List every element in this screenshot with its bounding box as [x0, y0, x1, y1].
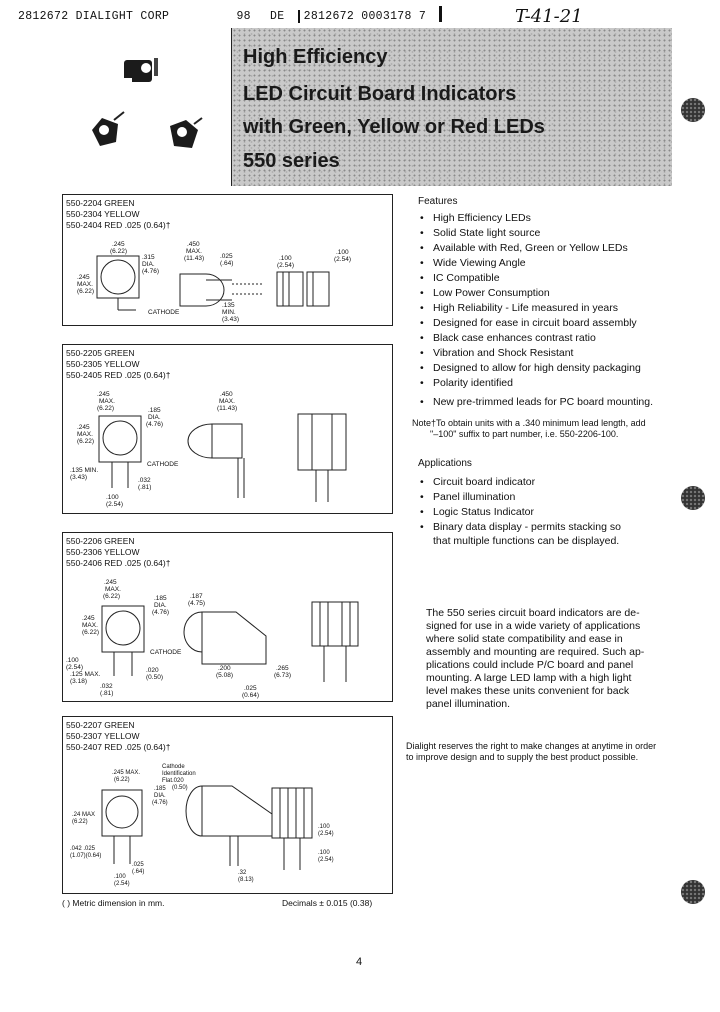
dim-2-b: MAX. [99, 398, 115, 405]
header-bar [439, 6, 442, 22]
dim-4-l: (0.50) [172, 785, 188, 791]
dim-4-m: .025 [132, 862, 144, 868]
dim-1-t: (3.43) [222, 316, 239, 323]
dim-4-u: .100 [318, 824, 330, 830]
disclaimer-line-1: Dialight reserves the right to make changes at anytime in order [406, 741, 657, 751]
panel-1-drawing [62, 194, 393, 326]
dim-3-t: .200 [218, 665, 231, 672]
feature-item: • High Efficiency LEDs [418, 211, 653, 226]
dim-3-y: (0.64) [242, 692, 259, 699]
dim-3-o: (0.50) [146, 674, 163, 681]
header-code [18, 6, 442, 23]
dim-3-n: .020 [146, 667, 159, 674]
features-note [412, 418, 646, 440]
application-item: • Panel illumination [418, 490, 621, 505]
dim-2-r: (.81) [138, 484, 152, 491]
dim-4-h: (4.76) [152, 800, 168, 806]
dim-4-p: (2.54) [114, 881, 130, 887]
part-yellow: 550-2305 YELLOW [66, 359, 140, 369]
led-photo-3 [170, 118, 202, 148]
dim-4-v: (2.54) [318, 831, 334, 837]
disclaimer [406, 741, 666, 763]
dim-2-c: (6.22) [97, 405, 114, 412]
dim-4-i: .24 MAX [72, 812, 96, 818]
dim-2-k: MAX. [219, 398, 235, 405]
dim-1-k: .315 [142, 254, 155, 261]
dim-1-c: .245 [77, 274, 90, 281]
dim-2-g: .185 [148, 407, 161, 414]
dim-2-d: .245 [77, 424, 90, 431]
description-line: assembly and mounting are required. Such ap- [426, 646, 645, 658]
applications-heading: Applications [418, 458, 472, 469]
dim-4-k: .020 [172, 778, 184, 784]
dim-4-w: .100 [318, 850, 330, 856]
feature-item: • Polarity identified [418, 376, 653, 391]
panel-3-drawing [62, 532, 393, 702]
dim-4-a: .245 MAX. [112, 770, 141, 776]
dim-2-a: .245 [97, 391, 110, 398]
header-de: DE [270, 10, 285, 23]
page-number: 4 [356, 956, 363, 968]
application-item: • Logic Status Indicator [418, 505, 621, 520]
dim-1-d: MAX. [77, 281, 93, 288]
part-green: 550-2207 GREEN [66, 720, 135, 730]
features-heading: Features [418, 196, 458, 207]
feature-item: • Solid State light source [418, 226, 653, 241]
header-code-text: 2812672 DIALIGHT CORP [18, 10, 170, 23]
feature-item: • Black case enhances contrast ratio [418, 331, 653, 346]
note-line-1: Note†To obtain units with a .340 minimum lead length, add [412, 418, 646, 428]
dim-1-g: MAX. [186, 248, 202, 255]
disclaimer-line-2: to improve design and to supply the best product possible. [406, 752, 639, 762]
dim-2-q: .032 [138, 477, 151, 484]
dim-3-x: .025 [244, 685, 257, 692]
applications-list [418, 475, 621, 535]
dim-1-o: (2.54) [277, 262, 294, 269]
dim-1-i: .025 [220, 253, 233, 260]
dim-4-d: Identification [162, 771, 196, 777]
header-number: 98 [236, 10, 251, 23]
dim-3-a: .245 [104, 579, 117, 586]
part-red: 550-2405 RED .025 (0.64)† [66, 370, 171, 380]
dim-3-w: (6.73) [274, 672, 291, 679]
note-line-2: "–100" suffix to part number, i.e. 550-2206-100. [430, 429, 619, 439]
dim-1-cathode: CATHODE [148, 309, 180, 316]
dim-3-p: .100 [66, 657, 79, 664]
led-photo-1 [122, 58, 158, 83]
dim-4-e: Flat [162, 778, 173, 784]
description-line: mounting. A large LED lamp with a high light [426, 672, 632, 684]
dim-1-s: MIN. [222, 309, 236, 316]
dim-2-l: (11.43) [217, 405, 238, 412]
handwritten-code: T-41-21 [515, 6, 583, 27]
led-photo-illustration [62, 28, 230, 184]
dim-3-m: (.81) [100, 690, 114, 697]
punch-hole-2 [681, 486, 705, 510]
dim-2-j: .450 [220, 391, 233, 398]
dim-4-n: (.64) [132, 869, 145, 875]
dim-3-r: .125 MAX. [70, 671, 101, 678]
description-line: panel illumination. [426, 698, 511, 710]
dim-1-f: .450 [187, 241, 200, 248]
description-line: The 550 series circuit board indicators are de- [426, 607, 640, 619]
feature-item: • High Reliability - Life measured in years [418, 301, 653, 316]
dim-4-c: Cathode [162, 764, 185, 770]
part-red: 550-2407 RED .025 (0.64)† [66, 742, 171, 752]
feature-item: • Wide Viewing Angle [418, 256, 653, 271]
dim-4-b: (6.22) [114, 777, 130, 783]
dim-2-f: (6.22) [77, 438, 94, 445]
dim-2-o: .100 [106, 494, 119, 501]
dim-1-l: DIA. [142, 261, 155, 268]
metric-note: ( ) Metric dimension in mm. [62, 898, 165, 908]
title-line-1: High Efficiency [243, 46, 388, 68]
dim-3-c: (6.22) [103, 593, 120, 600]
title-line-3: with Green, Yellow or Red LEDs [243, 116, 545, 138]
part-red: 550-2404 RED .025 (0.64)† [66, 220, 171, 230]
feature-item: • Available with Red, Green or Yellow LEDs [418, 241, 653, 256]
application-item: • Binary data display - permits stacking so [418, 520, 621, 535]
dim-1-a: .245 [112, 241, 125, 248]
dim-3-d: .245 [82, 615, 95, 622]
title-line-2: LED Circuit Board Indicators [243, 83, 517, 105]
description-paragraph [426, 607, 650, 711]
punch-hole-1 [681, 98, 705, 122]
dim-1-r: .135 [222, 302, 235, 309]
dim-4-j: (6.22) [72, 819, 88, 825]
part-red: 550-2406 RED .025 (0.64)† [66, 558, 171, 568]
feature-item: • Vibration and Shock Resistant [418, 346, 653, 361]
dim-4-f: .185 [154, 786, 166, 792]
feature-item: • New pre-trimmed leads for PC board mounting. [418, 395, 653, 410]
punch-hole-3 [681, 880, 705, 904]
features-list [418, 211, 653, 410]
feature-item: • Designed to allow for high density packaging [418, 361, 653, 376]
dim-3-i: (4.76) [152, 609, 169, 616]
panel-2-drawing [62, 344, 393, 514]
dim-3-h: DIA. [154, 602, 167, 609]
description-line: plications could include P/C board and panel [426, 659, 634, 671]
dim-3-f: (6.22) [82, 629, 99, 636]
dim-1-e: (6.22) [77, 288, 94, 295]
description-line: where solid state compatibility and ease in [426, 633, 623, 645]
description-line: signed for use in a wide variety of applications [426, 620, 641, 632]
application-continuation: that multiple functions can be displayed. [433, 535, 620, 547]
dim-3-s: (3.18) [70, 678, 87, 685]
part-yellow: 550-2306 YELLOW [66, 547, 140, 557]
dim-1-p: .100 [336, 249, 349, 256]
part-green: 550-2204 GREEN [66, 198, 135, 208]
feature-item: • Designed for ease in circuit board assembly [418, 316, 653, 331]
dim-1-j: (.64) [220, 260, 234, 267]
dim-3-v: .265 [276, 665, 289, 672]
dim-4-o: .100 [114, 874, 126, 880]
dim-2-p: (2.54) [106, 501, 123, 508]
dim-2-i: (4.76) [146, 421, 163, 428]
part-yellow: 550-2307 YELLOW [66, 731, 140, 741]
header-catalog: 2812672 0003178 7 [298, 10, 426, 23]
dim-4-t: (1.07)(0.64) [70, 853, 102, 859]
dim-2-m: .135 MIN. [70, 467, 99, 474]
dim-3-g: .185 [154, 595, 167, 602]
description-line: level makes these units convenient for back [426, 685, 630, 697]
application-item: • Circuit board indicator [418, 475, 621, 490]
dim-2-cathode: CATHODE [147, 461, 179, 468]
part-yellow: 550-2304 YELLOW [66, 209, 140, 219]
dim-3-cathode: CATHODE [150, 649, 182, 656]
part-green: 550-2205 GREEN [66, 348, 135, 358]
dim-3-u: (5.08) [216, 672, 233, 679]
dim-3-j: .187 [190, 593, 203, 600]
dim-2-h: DIA. [148, 414, 161, 421]
part-green: 550-2206 GREEN [66, 536, 135, 546]
dim-1-q: (2.54) [334, 256, 351, 263]
dim-4-q: .32 [238, 870, 247, 876]
dim-4-r: (8.13) [238, 877, 254, 883]
dim-4-g: DIA. [154, 793, 166, 799]
decimals-note: Decimals ± 0.015 (0.38) [282, 898, 373, 908]
dim-3-k: (4.75) [188, 600, 205, 607]
dim-1-h: (11.43) [184, 255, 205, 262]
dim-2-e: MAX. [77, 431, 93, 438]
title-line-4: 550 series [243, 150, 340, 172]
dim-3-b: MAX. [105, 586, 121, 593]
dim-3-e: MAX. [82, 622, 98, 629]
dim-4-x: (2.54) [318, 857, 334, 863]
dim-1-b: (6.22) [110, 248, 127, 255]
feature-item: • Low Power Consumption [418, 286, 653, 301]
panel-4-drawing [62, 716, 393, 894]
dim-1-m: (4.76) [142, 268, 159, 275]
dim-1-n: .100 [279, 255, 292, 262]
product-photo [62, 28, 232, 186]
dim-3-l: .032 [100, 683, 113, 690]
led-photo-2 [92, 112, 124, 146]
dim-3-q: (2.54) [66, 664, 83, 671]
dim-4-s: .042 .025 [70, 846, 96, 852]
feature-item: • IC Compatible [418, 271, 653, 286]
dim-2-n: (3.43) [70, 474, 87, 481]
